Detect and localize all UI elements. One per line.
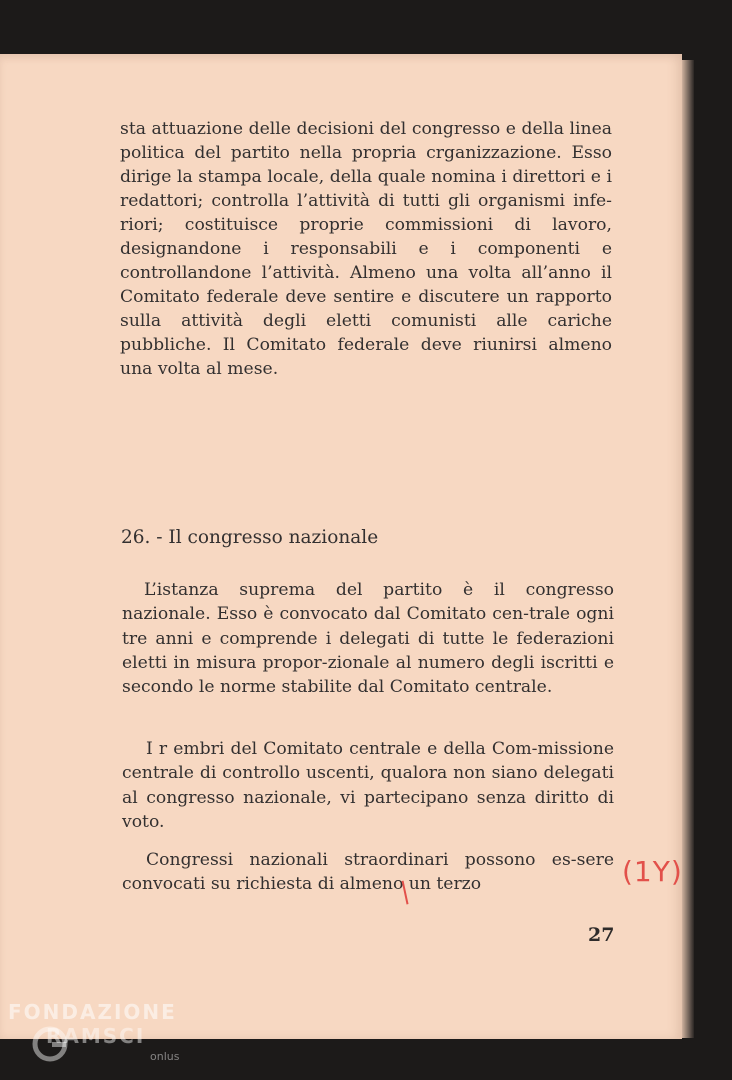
page-number: 27 <box>588 924 615 946</box>
section-heading: 26. - Il congresso nazionale <box>121 527 379 548</box>
paragraph-2: I r embri del Comitato centrale e della Com-missione centrale di controllo uscenti, qualora non siano delegati al congresso nazionale, vi partecipano senza diritto di voto. <box>122 739 614 832</box>
page-edge <box>682 60 694 1038</box>
section-end-paragraph: sta attuazione delle decisioni del congresso e della linea politica del partito nella propria crganizzazione. Esso dirige la stampa locale, della quale nomina i direttori e i redattori; controlla l’attività di tutti gli organismi infe-riori; costituisce proprie commissioni di lavoro, designandone i responsabili e i componenti e controllandone l’attività. Almeno una volta all’anno il Comitato federale deve sentire e discutere un rapporto sulla attività degli eletti comunisti alle cariche pubbliche. Il Comitato federale deve riunirsi almeno una volta al mese. <box>120 119 612 379</box>
watermark-line1: FONDAZIONE <box>8 1000 177 1024</box>
watermark-line2: RAMSCI <box>46 1024 146 1048</box>
paragraph-1: L’istanza suprema del partito è il congresso nazionale. Esso è convocato dal Comitato cen-trale ogni tre anni e comprende i delegati di tutte le federazioni eletti in misura propor-zionale al numero degli iscritti e secondo le norme stabilite dal Comitato centrale. <box>122 580 614 698</box>
margin-annotation: (1Y) <box>622 855 683 888</box>
watermark-onlus: onlus <box>150 1050 180 1063</box>
paragraph-3: Congressi nazionali straordinari possono es-sere convocati su richiesta di almeno un terzo <box>122 850 614 895</box>
